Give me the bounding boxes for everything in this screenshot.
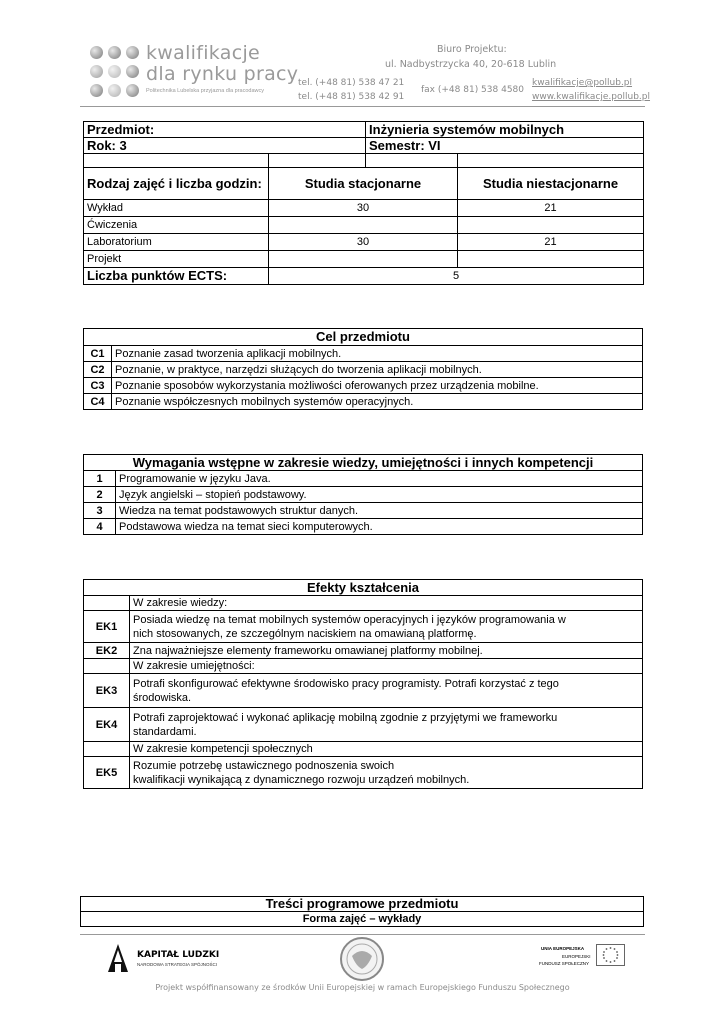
program-title: Treści programowe przedmiotu — [81, 897, 644, 912]
email-link[interactable]: kwalifikacje@pollub.pl — [532, 78, 633, 88]
outcome-text-line: Potrafi zaprojektować i wykonać aplikację mobilną zgodnie z przyjętymi we frameworku — [133, 711, 558, 724]
goal-code: C2 — [84, 362, 112, 378]
eu-line2: EUROPEJSKI — [562, 954, 591, 959]
list-item — [84, 519, 643, 535]
requirement-code: 3 — [84, 503, 116, 519]
footer-divider — [80, 934, 645, 935]
phone-1: tel. (+48 81) 538 47 21 — [298, 78, 405, 88]
kl-title: KAPITAŁ LUDZKI — [137, 950, 220, 960]
table-row — [84, 674, 643, 708]
office-title: Biuro Projektu: — [437, 44, 507, 55]
ects-label: Liczba punktów ECTS: — [84, 268, 269, 285]
row-part-time: 21 — [458, 200, 644, 217]
row-name: Wykład — [84, 200, 269, 217]
requirement-text: Język angielski – stopień podstawowy. — [116, 487, 643, 503]
table-row — [84, 643, 643, 659]
outcome-text-line: standardami. — [133, 725, 197, 738]
row-name: Laboratorium — [84, 234, 269, 251]
logo-title-line1: kwalifikacje — [146, 42, 261, 64]
table-row — [84, 234, 644, 251]
requirement-code: 1 — [84, 471, 116, 487]
row-stationary: 30 — [269, 200, 458, 217]
goal-code: C4 — [84, 394, 112, 410]
eu-line1: UNIA EUROPEJSKA — [541, 946, 585, 951]
eu-flag-icon — [596, 944, 625, 966]
outcome-text-line: Potrafi skonfigurować efektywne środowisko pracy programisty. Potrafi korzystać z tego — [133, 677, 559, 690]
phone-2: tel. (+48 81) 538 42 91 — [298, 92, 405, 102]
kapital-ludzki-logo-icon — [104, 942, 132, 974]
office-address: ul. Nadbystrzycka 40, 20-618 Lublin — [385, 59, 557, 70]
row-part-time — [458, 217, 644, 234]
year-label: Rok: 3 — [84, 138, 366, 154]
list-item — [84, 471, 643, 487]
logo-subtitle: Politechnika Lubelska przyjazna dla pracodawcy — [146, 88, 265, 94]
table-row — [84, 708, 643, 742]
kl-subtitle: NARODOWA STRATEGIA SPÓJNOŚCI — [137, 962, 218, 967]
row-name: Ćwiczenia — [84, 217, 269, 234]
requirement-code: 2 — [84, 487, 116, 503]
outcome-code: EK3 — [84, 674, 130, 708]
semester-label: Semestr: VI — [366, 138, 644, 154]
goal-code: C1 — [84, 346, 112, 362]
course-info-table — [83, 121, 644, 285]
outcome-text-line: kwalifikacji wynikającą z dynamicznego rozwoju urządzeń mobilnych. — [133, 773, 470, 786]
subject-value: Inżynieria systemów mobilnych — [366, 122, 644, 138]
table-row — [84, 217, 644, 234]
goals-table — [83, 328, 643, 410]
goal-text: Poznanie sposobów wykorzystania możliwości oferowanych przez urządzenia mobilne. — [112, 378, 643, 394]
row-name: Projekt — [84, 251, 269, 268]
outcome-code: EK2 — [84, 643, 130, 659]
table-row — [84, 611, 643, 643]
list-item — [84, 378, 643, 394]
outcome-text-line: nich stosowanych, ze szczególnym naciskiem na omawianą platformę. — [133, 627, 477, 640]
requirement-text: Programowanie w języku Java. — [116, 471, 643, 487]
header-divider — [80, 106, 645, 107]
part-time-header: Studia niestacjonarne — [458, 168, 644, 200]
outcomes-title: Efekty kształcenia — [84, 580, 643, 596]
goal-text: Poznanie, w praktyce, narzędzi służących do tworzenia aplikacji mobilnych. — [112, 362, 643, 378]
program-subtitle: Forma zajęć – wykłady — [81, 912, 644, 927]
requirements-table — [83, 454, 643, 535]
list-item — [84, 346, 643, 362]
table-row — [84, 200, 644, 217]
row-part-time: 21 — [458, 234, 644, 251]
row-stationary — [269, 251, 458, 268]
outcomes-table — [83, 579, 643, 789]
list-item — [84, 394, 643, 410]
stationary-header: Studia stacjonarne — [269, 168, 458, 200]
footer-note: Projekt współfinansowany ze środków Unii Europejskiej w ramach Europejskiego Funduszu Społecznego — [155, 983, 570, 992]
fax: fax (+48 81) 538 4580 — [421, 85, 525, 95]
outcome-code: EK5 — [84, 757, 130, 789]
list-item — [84, 503, 643, 519]
logo-dots — [86, 44, 142, 100]
eu-line3: FUNDUSZ SPOŁECZNY — [539, 961, 590, 966]
outcome-text-line: Posiada wiedzę na temat mobilnych systemów operacyjnych i języków programowania w — [133, 613, 566, 626]
social-header: W zakresie kompetencji społecznych — [130, 742, 643, 757]
list-item — [84, 487, 643, 503]
requirements-title: Wymagania wstępne w zakresie wiedzy, umiejętności i innych kompetencji — [84, 455, 643, 471]
row-stationary: 30 — [269, 234, 458, 251]
skills-header: W zakresie umiejętności: — [130, 659, 643, 674]
table-row — [84, 757, 643, 789]
outcome-code: EK1 — [84, 611, 130, 643]
outcome-text-line: środowiska. — [133, 691, 192, 704]
knowledge-header: W zakresie wiedzy: — [130, 596, 643, 611]
requirement-code: 4 — [84, 519, 116, 535]
requirement-text: Wiedza na temat podstawowych struktur danych. — [116, 503, 643, 519]
goal-text: Poznanie współczesnych mobilnych systemów operacyjnych. — [112, 394, 643, 410]
goal-code: C3 — [84, 378, 112, 394]
requirement-text: Podstawowa wiedza na temat sieci komputerowych. — [116, 519, 643, 535]
outcome-code: EK4 — [84, 708, 130, 742]
website-link[interactable]: www.kwalifikacje.pollub.pl — [532, 92, 651, 102]
program-table — [80, 896, 644, 927]
ects-value: 5 — [269, 268, 644, 285]
goals-title: Cel przedmiotu — [84, 329, 643, 346]
subject-label: Przedmiot: — [84, 122, 366, 138]
row-part-time — [458, 251, 644, 268]
table-row — [84, 251, 644, 268]
logo-title-line2: dla rynku pracy — [146, 63, 299, 85]
outcome-text: Zna najważniejsze elementy frameworku omawianej platformy mobilnej. — [130, 643, 643, 659]
outcome-text-line: Rozumie potrzebę ustawicznego podnoszenia swoich — [133, 759, 395, 772]
university-seal-icon — [338, 936, 386, 982]
type-header: Rodzaj zajęć i liczba godzin: — [84, 168, 269, 200]
list-item — [84, 362, 643, 378]
row-stationary — [269, 217, 458, 234]
goal-text: Poznanie zasad tworzenia aplikacji mobilnych. — [112, 346, 643, 362]
